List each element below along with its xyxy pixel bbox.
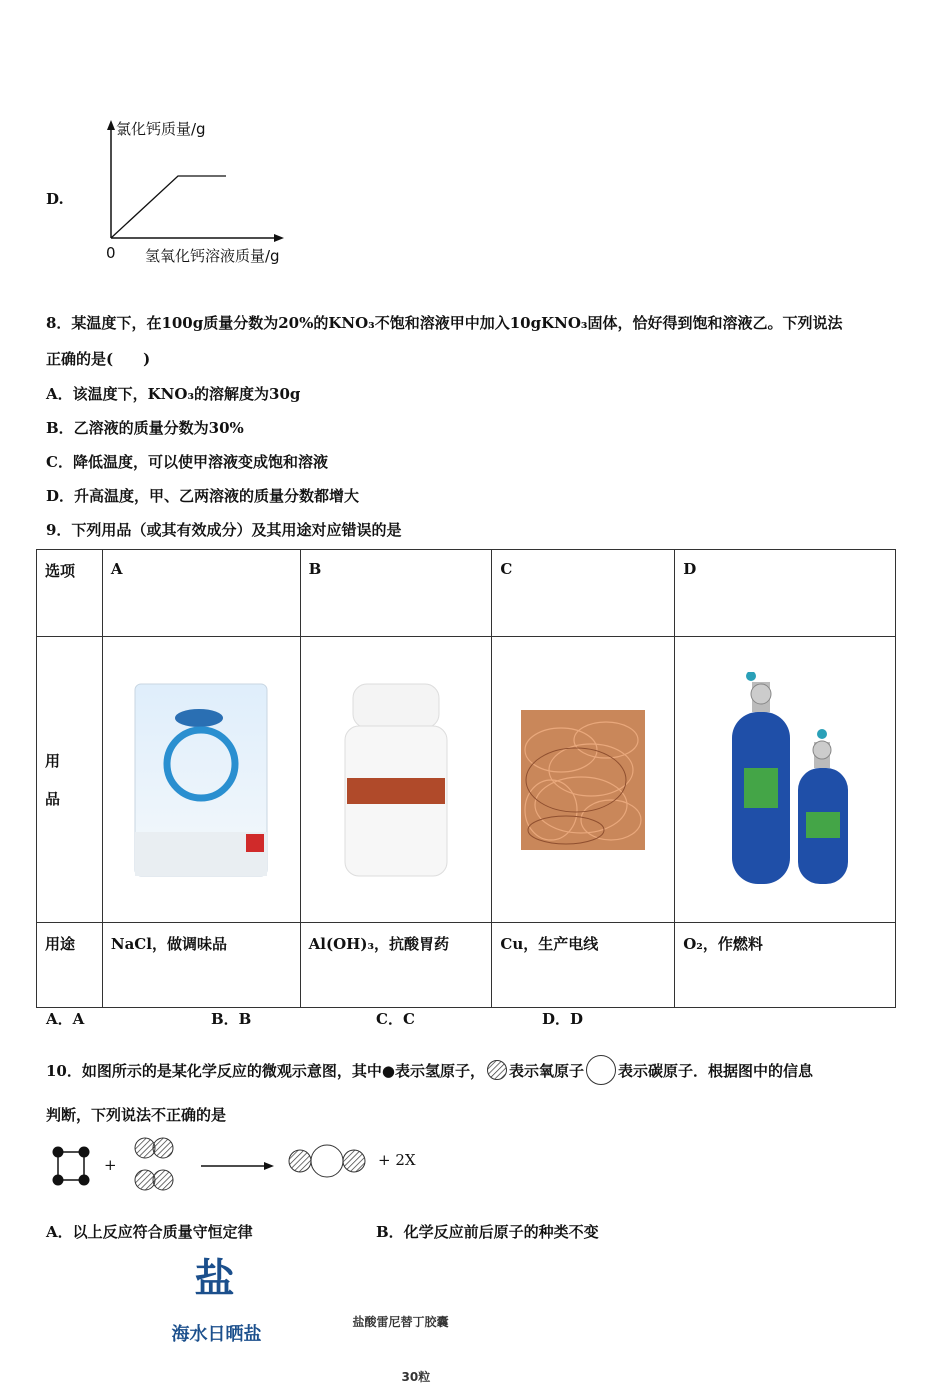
q9-stem: 9．下列用品（或其有效成分）及其用途对应错误的是 [46,521,402,539]
q9-use-a: NaCl，做调味品 [102,923,300,1008]
q8-stem-line1: 8．某温度下，在100g质量分数为20%的KNO₃不饱和溶液甲中加入10gKNO₃固体，恰好得到饱和溶液乙。下列说法 [46,314,843,332]
q9-answer-b: B．B [211,1010,252,1028]
q10-stem-part2: 表示氧原子 [508,1061,584,1080]
q7-graph-x-label: 氢氧化钙溶液质量/g [145,247,280,265]
q7-graph-origin: 0 [106,244,116,262]
oxygen-atom-legend-icon [486,1059,508,1081]
salt-brand-text: 盐 [194,1255,235,1302]
q9-header-option: 选项 [37,550,103,637]
q9-header-d: D [675,550,896,637]
q10-plus-sign: + [104,1156,117,1174]
q7-graph-y-label: 氯化钙质量/g [116,120,206,138]
q9-header-b: B [300,550,492,637]
q9-header-c: C [492,550,675,637]
q7-option-d-label: D. [46,190,64,208]
q9-use-d: O₂，作燃料 [675,923,896,1008]
q9-row-items-label: 用品 [45,751,61,808]
reactant-oxygen-molecules [135,1138,173,1190]
q10-stem-part1: 10．如图所示的是某化学反应的微观示意图，其中●表示氢原子， [46,1061,485,1080]
product-molecule [289,1145,365,1177]
q9-header-a: A [102,550,300,637]
q9-use-c: Cu，生产电线 [492,923,675,1008]
q8-stem-line2: 正确的是( ) [46,350,151,368]
medicine-count-text: 30粒 [401,1369,431,1384]
q9-row-use-label: 用途 [37,923,103,1008]
q8-option-a: A．该温度下，KNO₃的溶解度为30g [46,385,301,403]
carbon-atom-legend-icon [585,1054,617,1086]
q10-product-extra: + 2X [378,1151,416,1169]
salt-name-text: 海水日晒盐 [171,1323,262,1345]
q10-stem-part3: 表示碳原子．根据图中的信息 [617,1061,813,1080]
q8-option-d: D．升高温度，甲、乙两溶液的质量分数都增大 [46,487,360,505]
q9-answer-c: C．C [376,1010,415,1028]
q8-option-b: B．乙溶液的质量分数为30% [46,419,244,437]
q9-answer-a: A．A [46,1010,85,1028]
medicine-name-text: 盐酸雷尼替丁胶囊 [352,1314,449,1329]
q10-option-a: A．以上反应符合质量守恒定律 [46,1223,253,1241]
q8-option-c: C．降低温度，可以使甲溶液变成饱和溶液 [46,453,328,471]
q9-answer-d: D．D [542,1010,584,1028]
copper-wire-image [521,710,645,850]
q10-reaction-diagram [46,1136,376,1196]
q10-option-b: B．化学反应前后原子的种类不变 [376,1223,599,1241]
q10-stem-line1 [46,1054,813,1086]
salt-package-image [131,682,271,878]
q10-stem-line2: 判断，下列说法不正确的是 [46,1106,227,1124]
reactant-molecule-1 [53,1147,90,1186]
medicine-bottle-image [341,682,451,878]
oxygen-cylinder-image [710,672,860,888]
q9-use-b: Al(OH)₃，抗酸胃药 [300,923,492,1008]
